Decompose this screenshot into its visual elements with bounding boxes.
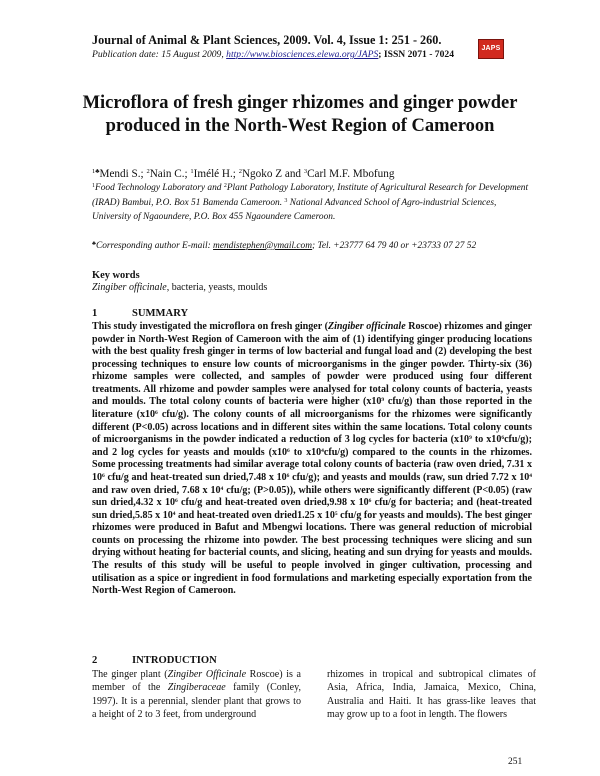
abs-text: cfu/g and heat-treated sun dried,7.48 x 10 xyxy=(104,471,287,483)
intro-text: Roscoe) is a member of the xyxy=(92,669,301,694)
section-title: SUMMARY xyxy=(132,308,189,319)
publication-date: Publication date: 15 August 2009, xyxy=(92,49,227,60)
affiliations xyxy=(92,180,532,224)
affil-text: National Advanced School of Agro-industrial Sciences, University of Ngaoundere, P.O. Box 455 Ngaoundere Cameroon. xyxy=(92,198,497,222)
intro-text: family (Conley, 1997). It is a perennial, slender plant that grows to a height of 2 to 3 feet, from underground xyxy=(92,682,301,720)
abs-exp: 6 xyxy=(287,447,290,454)
author-name: Ngoko Z and xyxy=(241,168,304,180)
abs-exp: 6 xyxy=(501,435,505,442)
affil-sup: 1 xyxy=(92,183,95,189)
abs-exp: 4 xyxy=(172,510,176,517)
author-sup: 2 xyxy=(238,168,242,175)
corr-label: Corresponding author E-mail: xyxy=(95,241,214,251)
abs-exp: 6 xyxy=(286,472,290,479)
corresponding-author xyxy=(92,238,532,253)
corr-marker: ♣ xyxy=(92,241,96,247)
intro-family: Zingiberaceae xyxy=(167,682,226,694)
journal-header xyxy=(92,33,512,61)
abs-text: cfu/g for bacteria; and (heat-treated sun dried,5.85 x 10 xyxy=(92,497,532,521)
section-title: INTRODUCTION xyxy=(132,655,217,666)
affil-sup: 3 xyxy=(284,198,288,205)
issn: ; ISSN 2071 - 7024 xyxy=(378,49,454,60)
journal-citation: Journal of Animal & Plant Sciences, 2009. Vol. 4, Issue 1: 251 - 260. xyxy=(92,33,442,47)
abs-text: cfu/g); and 2 log cycles for yeasts and moulds (x10 xyxy=(92,434,532,458)
affil-text: Food Technology Laboratory and xyxy=(95,183,224,193)
intro-species: Zingiber Officinale xyxy=(167,669,247,680)
corr-telephone: ; Tel. +23777 64 79 40 or +23733 07 27 52 xyxy=(312,241,477,251)
keyword-species: Zingiber officinale xyxy=(92,282,167,293)
intro-text: The ginger plant ( xyxy=(92,669,168,680)
abs-exp: 4 xyxy=(321,447,324,454)
section-number: 1 xyxy=(92,308,98,319)
abstract-body xyxy=(92,321,532,598)
keywords-heading: Key words xyxy=(92,270,140,281)
abs-exp: 6 xyxy=(368,498,372,505)
abs-text: to x10 xyxy=(471,434,502,446)
abs-exp: 6 xyxy=(102,472,105,479)
article-title: Microflora of fresh ginger rhizomes and ginger powder produced in the North-West Region of Cameroon xyxy=(82,93,518,136)
author-sup: 1 xyxy=(190,168,194,175)
author-sup: 1♣ xyxy=(92,168,100,175)
keywords xyxy=(92,281,532,294)
author-name: Mendi S.; xyxy=(99,168,147,180)
abs-text: cfu/g); and yeasts and moulds (raw, sun dried 7.72 x 10 xyxy=(289,471,530,483)
summary-heading xyxy=(92,307,188,320)
corr-email-link[interactable]: mendistephen@ymail.com xyxy=(213,241,313,251)
abs-text: cfu/g; (P>0.05)), while others were significantly different (P<0.05) (raw sun dried,4.32 x 10 xyxy=(92,484,532,509)
abs-text: cfu/g and heat-treated oven dried,9.98 x 10 xyxy=(177,497,369,509)
journal-url-link[interactable]: http://www.biosciences.elewa.org/JAPS xyxy=(226,49,379,60)
introduction-heading xyxy=(92,654,217,667)
section-number: 2 xyxy=(92,655,98,666)
abs-exp: 4 xyxy=(529,472,532,479)
author-sup: 3 xyxy=(303,168,308,175)
page-number: 251 xyxy=(508,757,523,767)
affil-sup: 2 xyxy=(223,183,227,189)
abs-species: Zingiber officinale xyxy=(327,321,406,332)
abs-text: cfu/g for yeasts and moulds). The best ginger rhizomes were produced in Bafut and Mbengwi locations. There was general reduction of microbial counts on processing the rhizome into powder. The best processing techniques were slicing and sun drying without heating for bacterial counts, and slicing, heating and sun drying for yeasts and moulds. The results of this study will be useful to people involved in ginger cultivation, processing and utilisation as a spice or ingredient in food formulations and marketing especially exportation from the North-West Region of Cameroon. xyxy=(92,509,532,597)
abs-text: Roscoe) rhizomes and ginger powder in North-West Region of Cameroon with the aim of (1) identifying ginger producing locations with the best quality fresh ginger in terms of low bacterial and fungal load and (2) developing the best processing techniques to ensure low counts of microorganisms in the ginger powder. Thirty-six (36) rhizome samples were collected, and samples of powder were produced using four different treatments. All rhizome and powder samples were analysed for total colony counts of bacteria, yeasts and moulds. The total colony counts of bacteria were higher (x10 xyxy=(92,321,532,408)
japs-logo: JAPS xyxy=(478,39,504,59)
abs-exp: 5 xyxy=(334,510,338,517)
abs-exp: 6 xyxy=(155,410,158,417)
affil-text: Plant Pathology Laboratory, Institute of Agricultural Research for Development (IRAD) Bambui, P.O. Box 51 Bamenda Cameroon. xyxy=(92,183,529,209)
abs-exp: 4 xyxy=(220,485,224,492)
author-name: Nain C.; xyxy=(149,168,191,180)
abs-text: cfu/g) than those reported in the literature (x10 xyxy=(92,396,532,421)
abs-text: cfu/g). The colony counts of all microorganisms for the rhizomes were significantly different (P<0.05) across locations and in different sites within the same locations. Total colony counts of microorganisms in the powder indicated a reduction of 3 log cycles for bacteria (x10 xyxy=(92,409,532,446)
intro-column-right: rhizomes in tropical and subtropical climates of Asia, Africa, India, Jamaica, Mexico, China, Australia and Haiti. It has grass-like leaves that may grow up to a foot in length. The flowers xyxy=(327,669,536,720)
author-name: Carl M.F. Mbofung xyxy=(307,168,395,180)
abs-exp: 9 xyxy=(469,435,472,442)
author-sup: 2 xyxy=(146,168,150,175)
author-name: Imélé H.; xyxy=(193,168,239,180)
abs-exp: 9 xyxy=(381,397,385,404)
abs-text: and heat-treated oven dried1.25 x 10 xyxy=(175,509,335,521)
abs-exp: 6 xyxy=(175,498,178,505)
abs-text: cfu/g) compared to the counts in the rhizomes. Some processing treatments had similar average total colony counts of bacteria (raw oven dried, 7.31 x 10 xyxy=(92,446,532,483)
keyword-list: , bacteria, yeasts, moulds xyxy=(166,282,268,293)
intro-column-left xyxy=(92,668,301,721)
abs-text: to x10 xyxy=(289,446,322,458)
abs-text: and raw oven dried, 7.68 x 10 xyxy=(92,484,221,496)
abs-text: This study investigated the microflora on fresh ginger ( xyxy=(92,321,328,332)
publication-line xyxy=(92,48,512,61)
